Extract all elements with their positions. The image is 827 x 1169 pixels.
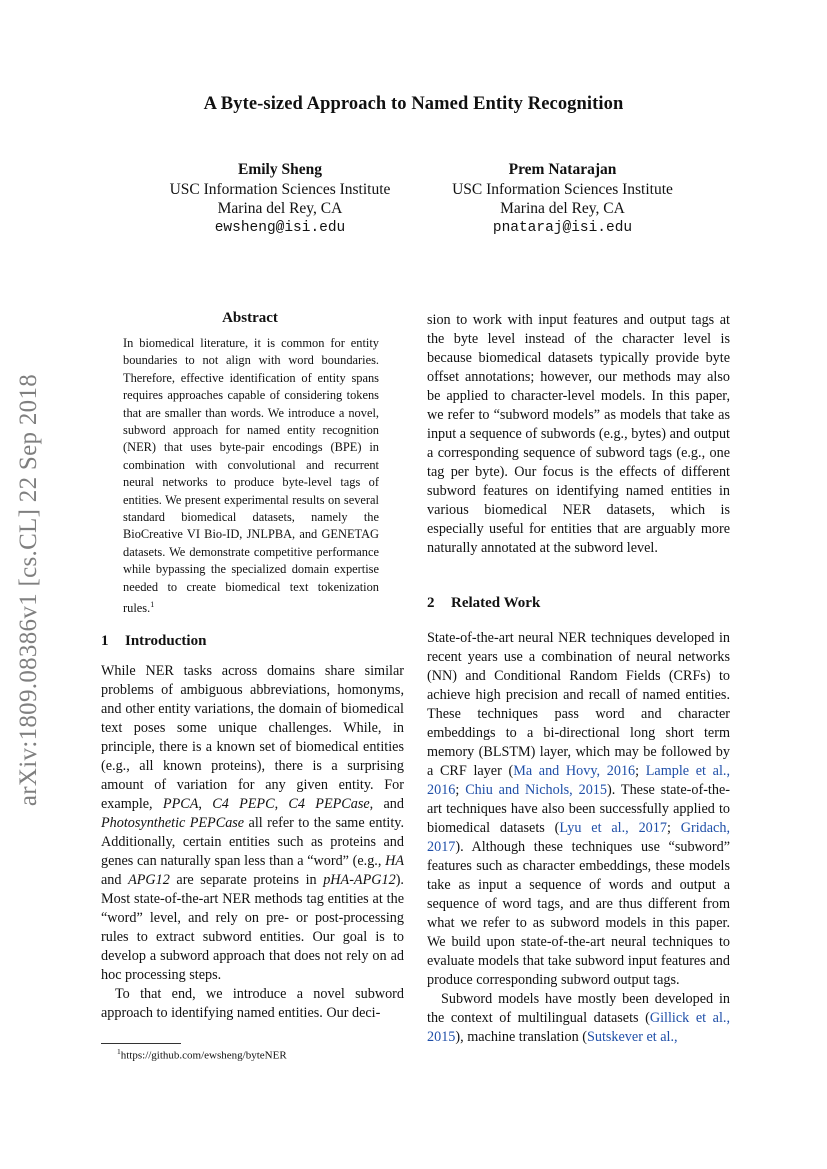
entity-term: C4 PEPC	[212, 796, 275, 812]
text-run: Subword models have mostly been developed in the context of multilingual datasets (	[427, 991, 730, 1026]
author-block-2	[420, 160, 705, 238]
section-number: 1	[101, 633, 109, 649]
citation-link[interactable]: Lyu et al., 2017	[559, 820, 667, 836]
footnote	[117, 1047, 287, 1062]
section-title: Introduction	[125, 633, 207, 649]
arxiv-identifier: arXiv:1809.08386v1 [cs.CL] 22 Sep 2018	[15, 373, 42, 807]
author-location: Marina del Rey, CA	[217, 200, 343, 217]
citation-link[interactable]: Gridach, 2017	[427, 820, 730, 855]
paragraph: To that end, we introduce a novel subword approach to identifying named entities. Our deci-	[101, 986, 404, 1021]
related-work-body	[427, 629, 730, 1047]
entity-term: HA	[385, 853, 404, 869]
section-heading-introduction	[101, 633, 206, 650]
text-run: State-of-the-art neural NER techniques developed in recent years use a combination of neural networks (NN) and Conditional Random Fields (CRFs) to achieve high precision and recall of named entities. These techniques pass word and character embeddings to a bi-directional long short term memory (BLSTM) layer, which may be followed by a CRF layer (	[427, 630, 730, 779]
citation-link[interactable]: Chiu and Nichols, 2015	[465, 782, 607, 798]
abstract-body	[123, 335, 379, 618]
paragraph	[427, 629, 730, 990]
author-affiliation: USC Information Sciences Institute	[452, 180, 673, 198]
abstract-heading: Abstract	[222, 310, 278, 326]
text-run: and	[101, 872, 129, 888]
footnote-divider	[101, 1043, 181, 1044]
paragraph	[427, 990, 730, 1047]
text-run: ). Most state-of-the-art NER methods tag entities at the “word” level, and rely on pre- or post-processing rules to extract subword entities. Our goal is to develop a subword approach that does not rely on ad hoc processing steps.	[101, 872, 404, 983]
entity-term: pHA-APG12	[323, 872, 396, 888]
paragraph: sion to work with input features and output tags at the byte level instead of the character level is because biomedical datasets typically provide byte offset annotations; however, our methods may also be applied to character-level models. In this paper, we refer to “subword models” as models that take as input a sequence of subwords (e.g., bytes) and output a corresponding sequence of subword tags (e.g., one tag per byte). Our focus is the effects of different subword features on identifying named entities in various biomedical NER datasets, which is especially useful for entities that are arguably more naturally annotated at the subword level.	[427, 312, 730, 556]
text-run: , and	[369, 796, 404, 812]
author-affiliation: USC Information Sciences Institute	[169, 180, 391, 198]
text-run: ), machine translation (	[455, 1029, 587, 1045]
author-location: Marina del Rey, CA	[500, 200, 625, 217]
section-number: 2	[427, 595, 435, 611]
author-block-1	[140, 160, 420, 238]
author-name: Emily Sheng	[238, 161, 322, 178]
entity-term: APG12	[128, 872, 170, 888]
footnote-number: 1	[117, 1047, 121, 1056]
section-heading-related-work	[427, 595, 540, 612]
text-run: all refer to the same entity. Additionally, certain entities such as proteins and genes can naturally span less than a “word” (e.g.,	[101, 815, 404, 869]
paper-title: A Byte-sized Approach to Named Entity Recognition	[203, 94, 624, 114]
footnote-marker[interactable]: 1	[150, 600, 155, 610]
entity-term: PPCA	[162, 796, 199, 812]
text-run: While NER tasks across domains share similar problems of ambiguous abbreviations, homonyms, and other entity variations, the domain of biomedical text poses some unique challenges. While, in principle, there is a known set of biomedical entities (e.g., all known proteins), there is a surprising amount of variation for any given entity. For example,	[101, 663, 404, 812]
citation-link[interactable]: Sutskever et al.,	[586, 1029, 678, 1045]
text-run: ). Although these techniques use “subword” features such as character embeddings, these models take as input a sequence of words and output a sequence of word tags, and are thus different from what we refer to as subword models in this paper. We build upon state-of-the-art neural techniques to evaluate models that take subword input features and produce corresponding subword output tags.	[427, 839, 730, 988]
paragraph	[101, 662, 404, 985]
abstract-text: In biomedical literature, it is common for entity boundaries to not align with word boundaries. Therefore, effective identification of entity spans requires approaches capable of considering tokens that are smaller than words. We introduce a novel, subword approach for named entity recognition (NER) that uses byte-pair encodings (BPE) in combination with convolutional and recurrent neural networks to produce byte-level tags of entities. We present experimental results on several standard biomedical datasets, namely the BioCreative VI Bio-ID, JNLPBA, and GENETAG datasets. We demonstrate competitive performance while bypassing the specialized domain expertise needed to create biomedical text tokenization rules.	[123, 336, 379, 616]
introduction-body	[101, 662, 404, 1023]
author-email: pnataraj@isi.edu	[492, 219, 633, 236]
arxiv-sidebar	[6, 330, 52, 850]
citation-link[interactable]: Gillick et al., 2015	[427, 1010, 730, 1045]
entity-term: Photosynthetic PEPCase	[101, 815, 245, 831]
author-email: ewsheng@isi.edu	[214, 219, 346, 236]
text-run: ;	[666, 820, 681, 836]
footnote-url[interactable]: https://github.com/ewsheng/byteNER	[120, 1049, 287, 1062]
text-run: ). These state-of-the-art techniques have also been successfully applied to biomedical datasets (	[427, 782, 730, 836]
entity-term: C4 PEPCase	[288, 796, 370, 812]
citation-link[interactable]: Ma and Hovy, 2016	[513, 763, 636, 779]
section-title: Related Work	[451, 595, 541, 611]
text-run: ,	[274, 796, 289, 812]
text-run: ;	[455, 782, 466, 798]
text-run: ,	[198, 796, 213, 812]
introduction-continued	[427, 311, 730, 558]
text-run: are separate proteins in	[169, 872, 324, 888]
author-name: Prem Natarajan	[508, 161, 617, 178]
citation-link[interactable]: Lample et al., 2016	[427, 763, 730, 798]
text-run: ;	[635, 763, 646, 779]
